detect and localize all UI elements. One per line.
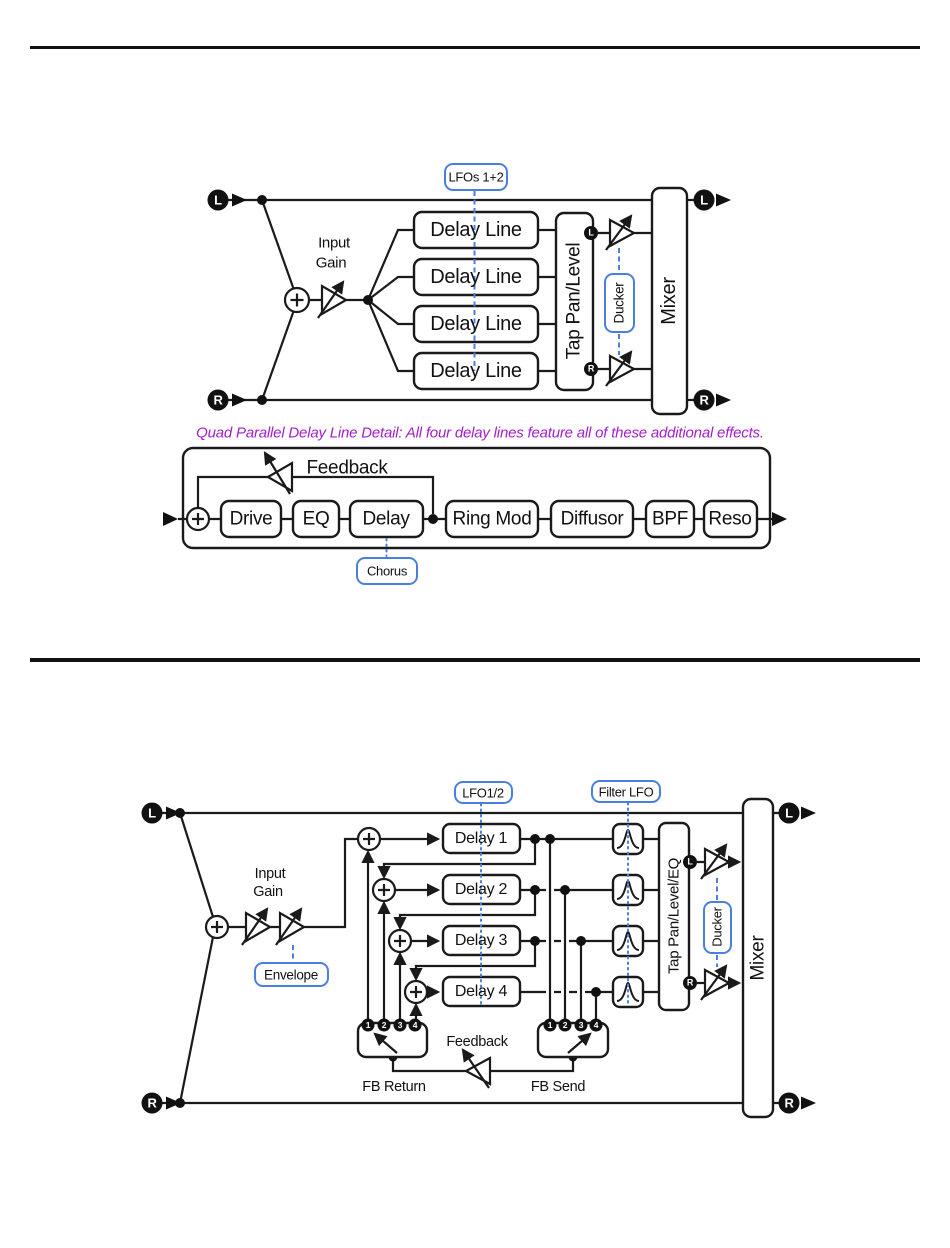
sum-node-icon (187, 508, 209, 530)
fb-return-terminal: 3 (397, 1019, 403, 1030)
fb-return-label: FB Return (362, 1078, 426, 1095)
diffusor-block: Diffusor (560, 508, 624, 530)
fb-send-label: FB Send (530, 1078, 586, 1095)
output-right-node: R (784, 1095, 794, 1111)
input-right-node: R (213, 392, 223, 408)
delay1-block: Delay 1 (454, 830, 508, 847)
fb-return-terminal: 2 (381, 1019, 387, 1030)
fb-send-terminal: 3 (578, 1019, 584, 1030)
lfo-label: LFOs 1+2 (448, 169, 504, 185)
tap-right-amp-icon (701, 966, 729, 1000)
diagram-caption: Quad Parallel Delay Line Detail: All four delay lines feature all of these additional effects. (196, 424, 764, 442)
input-right-node: R (147, 1095, 157, 1111)
tap-out-left-node: L (687, 856, 693, 867)
bpf-block: BPF (651, 508, 689, 530)
detail-input-arrow-icon (163, 512, 178, 526)
drive-block: Drive (229, 508, 273, 530)
delay3-block: Delay 3 (454, 932, 508, 949)
feedback-amp-icon (463, 1050, 490, 1088)
tap-left-amp-icon (606, 216, 634, 250)
delay-block: Delay (362, 508, 410, 530)
input-left-node: L (148, 805, 156, 821)
delay-line-block: Delay Line (430, 266, 522, 288)
fb-send-terminal: 2 (562, 1019, 568, 1030)
ducker-label: Ducker (611, 282, 627, 324)
delay-line-block: Delay Line (430, 313, 522, 335)
output-right-node: R (699, 392, 709, 408)
reso-block: Reso (708, 508, 752, 530)
chorus-label: Chorus (366, 563, 408, 579)
sum-node-icon (285, 288, 309, 312)
delay4-block: Delay 4 (454, 983, 508, 1000)
tap-out-left-node: L (588, 227, 594, 238)
fb-send-terminal: 4 (593, 1019, 599, 1030)
tap-pan-level-eq-block: Tap Pan/Level/EQ (665, 857, 683, 975)
output-left-node: L (785, 805, 793, 821)
feedback-label: Feedback (446, 1033, 508, 1050)
tap-out-right-node: R (587, 363, 595, 374)
junction-dots (175, 808, 601, 1108)
input-gain-amp-icon (318, 282, 346, 318)
input-gain-label-line1: Input (318, 234, 350, 252)
fb-return-terminal: 4 (412, 1019, 418, 1030)
input-gain-label-line2: Gain (315, 254, 347, 272)
input-gain-label-line2: Gain (253, 883, 283, 900)
tap-out-right-node: R (686, 977, 694, 988)
delay-line-block: Delay Line (430, 360, 522, 382)
junction-dot (428, 514, 438, 524)
feedback-label: Feedback (306, 457, 388, 479)
fb-return-terminal: 1 (365, 1019, 371, 1030)
mixer-block: Mixer (658, 277, 680, 325)
lfo12-label: LFO1/2 (462, 785, 504, 801)
input-left-node: L (214, 192, 222, 208)
fb-send-terminal: 1 (547, 1019, 553, 1030)
delay2-block: Delay 2 (454, 881, 508, 898)
tap-pan-level-block: Tap Pan/Level (563, 242, 585, 360)
output-left-node: L (700, 192, 708, 208)
filter-lfo-label: Filter LFO (598, 784, 654, 800)
eq-block: EQ (302, 508, 330, 530)
delay-line-block: Delay Line (430, 219, 522, 241)
ring-mod-block: Ring Mod (452, 508, 532, 530)
detail-output-arrow-icon (772, 512, 787, 526)
tap-left-amp-icon (701, 845, 729, 879)
mixer-block: Mixer (747, 935, 769, 981)
ducker-label: Ducker (709, 907, 725, 947)
envelope-label: Envelope (264, 967, 318, 983)
input-gain-label-line1: Input (254, 865, 286, 882)
tap-right-amp-icon (606, 352, 634, 386)
